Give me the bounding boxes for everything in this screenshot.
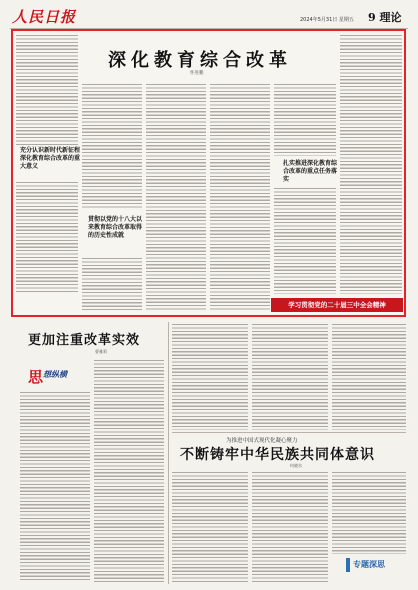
feature-column-6 [340,35,402,294]
feature-column-1a [16,35,78,145]
footer-logo-bar [346,558,350,572]
issue-date: 2024年5月31日 星期五 [300,17,354,23]
feature-headline: 深化教育综合改革 [108,50,292,71]
lower-right-kicker: 为推进中国式现代化凝心聚力 [226,438,298,444]
lower-right-column-2 [252,472,328,582]
lower-right-top-column-3 [332,324,406,430]
lower-left-column-2 [94,360,164,582]
feature-subhead-3: 扎实推进深化教育综合改革的重点任务落实 [283,160,338,183]
lower-left-byline: 曹雅莉 [95,349,107,354]
column-logo-text: 想纵横 [43,369,67,379]
feature-column-2b [82,258,142,312]
footer-column-logo [346,558,402,572]
feature-column-4 [210,84,270,312]
article-separator [172,432,406,433]
section-label: 9 理论 [368,11,402,24]
feature-subhead-2: 贯彻以党的十八大以来教育综合改革取得的历史性成就 [88,216,143,239]
lower-right-column-3 [332,472,406,554]
column-logo-mark: 思 [28,368,44,386]
lower-right-top-column-1 [172,324,248,430]
lower-left-title: 更加注重改革实效 [28,333,141,348]
lower-left-column-1 [20,392,90,582]
newspaper-logo: 人民日报 [12,8,77,26]
feature-column-1b [16,182,78,294]
feature-column-2a [82,84,142,210]
lower-right-column-1 [172,472,248,582]
feature-column-5a [274,84,336,156]
footer-logo-text: 专题深思 [353,560,385,569]
lower-right-title: 不断铸牢中华民族共同体意识 [180,447,375,463]
feature-subhead-1: 充分认识新时代新征程深化教育综合改革的重大意义 [20,147,81,170]
column-logo [28,366,78,384]
column-divider [168,322,169,584]
masthead [10,6,408,29]
feature-byline: 怀进鹏 [190,71,204,76]
lower-right-byline: 何晓东 [290,463,302,468]
feature-column-5b [274,188,336,294]
series-banner: 学习贯彻党的二十届三中全会精神 [271,298,403,312]
lower-right-top-column-2 [252,324,328,430]
feature-column-3 [146,84,206,312]
